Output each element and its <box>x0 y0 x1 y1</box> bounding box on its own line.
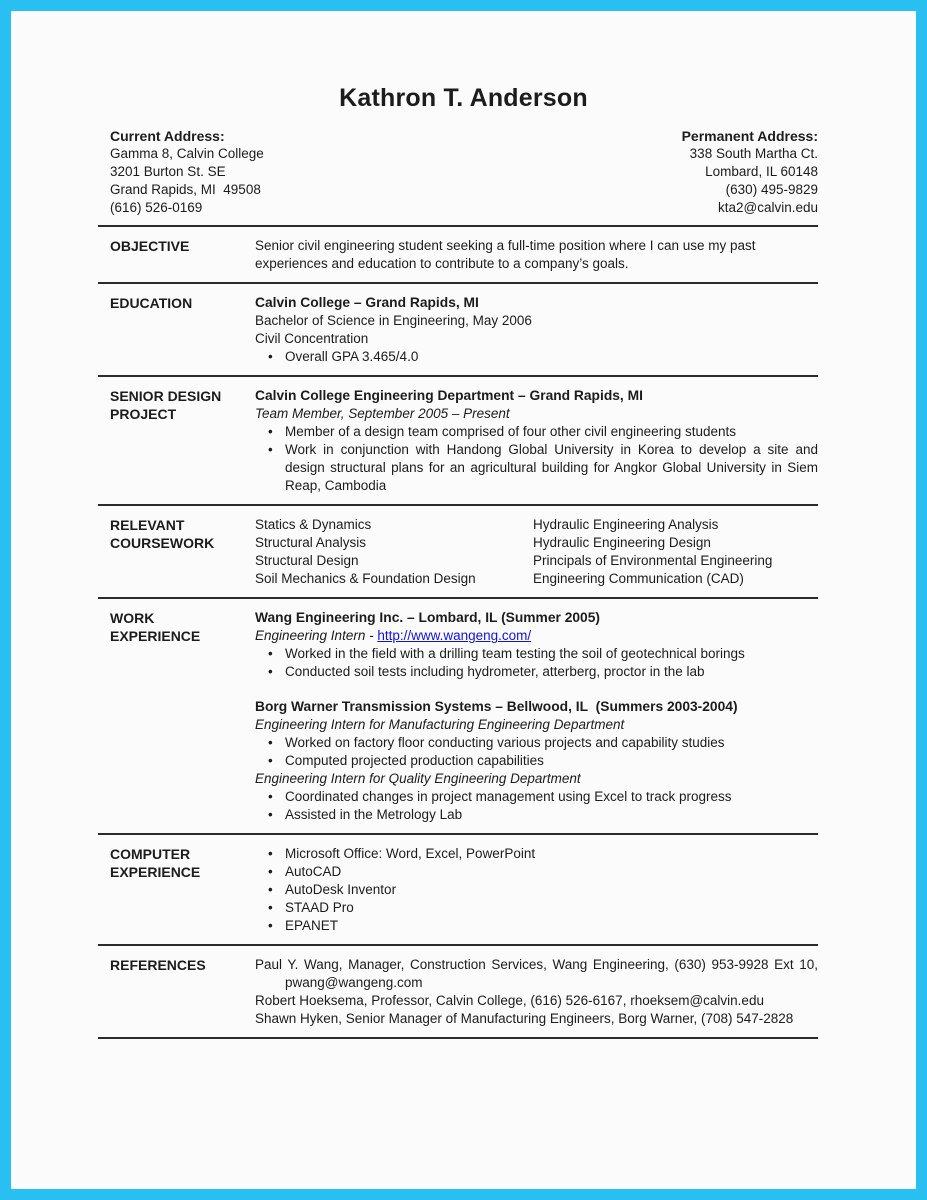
bullet-item: • Coordinated changes in project management using Excel to track progress <box>255 788 818 806</box>
course-item: Hydraulic Engineering Design <box>533 535 711 550</box>
senior-design-bullets <box>255 423 818 495</box>
current-address-line: Grand Rapids, MI 49508 <box>110 182 261 197</box>
senior-design-label: SENIOR DESIGN PROJECT <box>110 388 222 422</box>
education-bullets <box>255 348 818 366</box>
bullet-item: • Member of a design team comprised of four other civil engineering students <box>255 423 818 441</box>
current-address-line: 3201 Burton St. SE <box>110 164 226 179</box>
computer-skill-bullets <box>255 845 818 935</box>
job-entry <box>255 609 818 681</box>
reference-item: Robert Hoeksema, Professor, Calvin College, (616) 526-6167, rhoeksem@calvin.edu <box>255 993 764 1008</box>
section-references <box>98 944 818 1039</box>
course-item: Principals of Environmental Engineering <box>533 553 773 568</box>
bullet-item: • Computed projected production capabilities <box>255 752 818 770</box>
job-bullets <box>255 734 818 770</box>
course-item: Hydraulic Engineering Analysis <box>533 517 719 532</box>
section-relevant-coursework <box>98 504 818 597</box>
references-label: REFERENCES <box>110 957 206 973</box>
company-website-link[interactable]: http://www.wangeng.com/ <box>377 628 532 643</box>
current-address-label: Current Address: <box>110 128 225 144</box>
bullet-item: • Work in conjunction with Handong Global University in Korea to develop a site and design structural plans for an agricultural building for Angkor Global University in Siem Reap, Cambodia <box>255 441 818 495</box>
bullet-item: • Worked in the field with a drilling team testing the soil of geotechnical borings <box>255 645 818 663</box>
bullet-item: • Worked on factory floor conducting various projects and capability studies <box>255 734 818 752</box>
job-role: Engineering Intern - <box>255 628 378 643</box>
education-concentration: Civil Concentration <box>255 331 369 346</box>
reference-item: Shawn Hyken, Senior Manager of Manufacturing Engineers, Borg Warner, (708) 547-2828 <box>255 1011 794 1026</box>
permanent-address-email: kta2@calvin.edu <box>717 200 818 215</box>
objective-text: Senior civil engineering student seeking a full-time position where I can use my past experiences and education to contribute to a company’s goals. <box>255 238 756 271</box>
resume-content <box>98 127 818 1039</box>
current-address <box>98 127 264 217</box>
permanent-address <box>682 127 818 217</box>
coursework-columns <box>255 516 818 588</box>
section-computer-experience <box>98 833 818 944</box>
coursework-column-left <box>255 516 533 588</box>
job-role: Engineering Intern for Quality Engineering Department <box>255 771 581 786</box>
bullet-item: • Conducted soil tests including hydrometer, atterberg, proctor in the lab <box>255 663 818 681</box>
coursework-column-right <box>533 516 772 588</box>
current-address-line: Gamma 8, Calvin College <box>110 146 264 161</box>
section-objective <box>98 225 818 282</box>
coursework-label: RELEVANT COURSEWORK <box>110 517 215 551</box>
job-role: Engineering Intern for Manufacturing Engineering Department <box>255 717 625 732</box>
job-entry <box>255 698 818 824</box>
resume-page <box>11 11 916 1189</box>
course-item: Engineering Communication (CAD) <box>533 571 744 586</box>
course-item: Statics & Dynamics <box>255 517 372 532</box>
bullet-item: • Overall GPA 3.465/4.0 <box>255 348 818 366</box>
current-address-phone: (616) 526-0169 <box>110 200 203 215</box>
bullet-item: • AutoDesk Inventor <box>255 881 818 899</box>
permanent-address-phone: (630) 495-9829 <box>725 182 818 197</box>
job-bullets <box>255 645 818 681</box>
senior-design-org: Calvin College Engineering Department – Grand Rapids, MI <box>255 388 643 403</box>
senior-design-role: Team Member, September 2005 – Present <box>255 406 510 421</box>
bullet-item: • EPANET <box>255 917 818 935</box>
bullet-item: • Assisted in the Metrology Lab <box>255 806 818 824</box>
course-item: Structural Analysis <box>255 535 367 550</box>
address-block <box>98 127 818 217</box>
section-work-experience <box>98 597 818 833</box>
job-bullets <box>255 788 818 824</box>
bullet-item: • STAAD Pro <box>255 899 818 917</box>
page-title: Kathron T. Anderson <box>339 84 588 112</box>
section-senior-design-project <box>98 375 818 504</box>
section-education <box>98 282 818 375</box>
job-role-line <box>255 627 818 645</box>
reference-item: Paul Y. Wang, Manager, Construction Services, Wang Engineering, (630) 953-9928 Ext 10, pwang@wangeng.com <box>255 957 818 990</box>
course-item: Structural Design <box>255 553 359 568</box>
permanent-address-line: 338 South Martha Ct. <box>689 146 818 161</box>
education-label: EDUCATION <box>110 295 193 311</box>
job-company: Borg Warner Transmission Systems – Bellwood, IL (Summers 2003-2004) <box>255 699 738 714</box>
objective-label: OBJECTIVE <box>110 238 190 254</box>
education-degree: Bachelor of Science in Engineering, May 2006 <box>255 313 532 328</box>
permanent-address-label: Permanent Address: <box>681 128 818 144</box>
permanent-address-line: Lombard, IL 60148 <box>705 164 818 179</box>
course-item: Soil Mechanics & Foundation Design <box>255 571 476 586</box>
computer-experience-label: COMPUTER EXPERIENCE <box>110 846 201 880</box>
bullet-item: • AutoCAD <box>255 863 818 881</box>
bullet-item: • Microsoft Office: Word, Excel, PowerPoint <box>255 845 818 863</box>
education-school: Calvin College – Grand Rapids, MI <box>255 295 479 310</box>
work-experience-label: WORK EXPERIENCE <box>110 610 201 644</box>
job-company: Wang Engineering Inc. – Lombard, IL (Summer 2005) <box>255 610 600 625</box>
